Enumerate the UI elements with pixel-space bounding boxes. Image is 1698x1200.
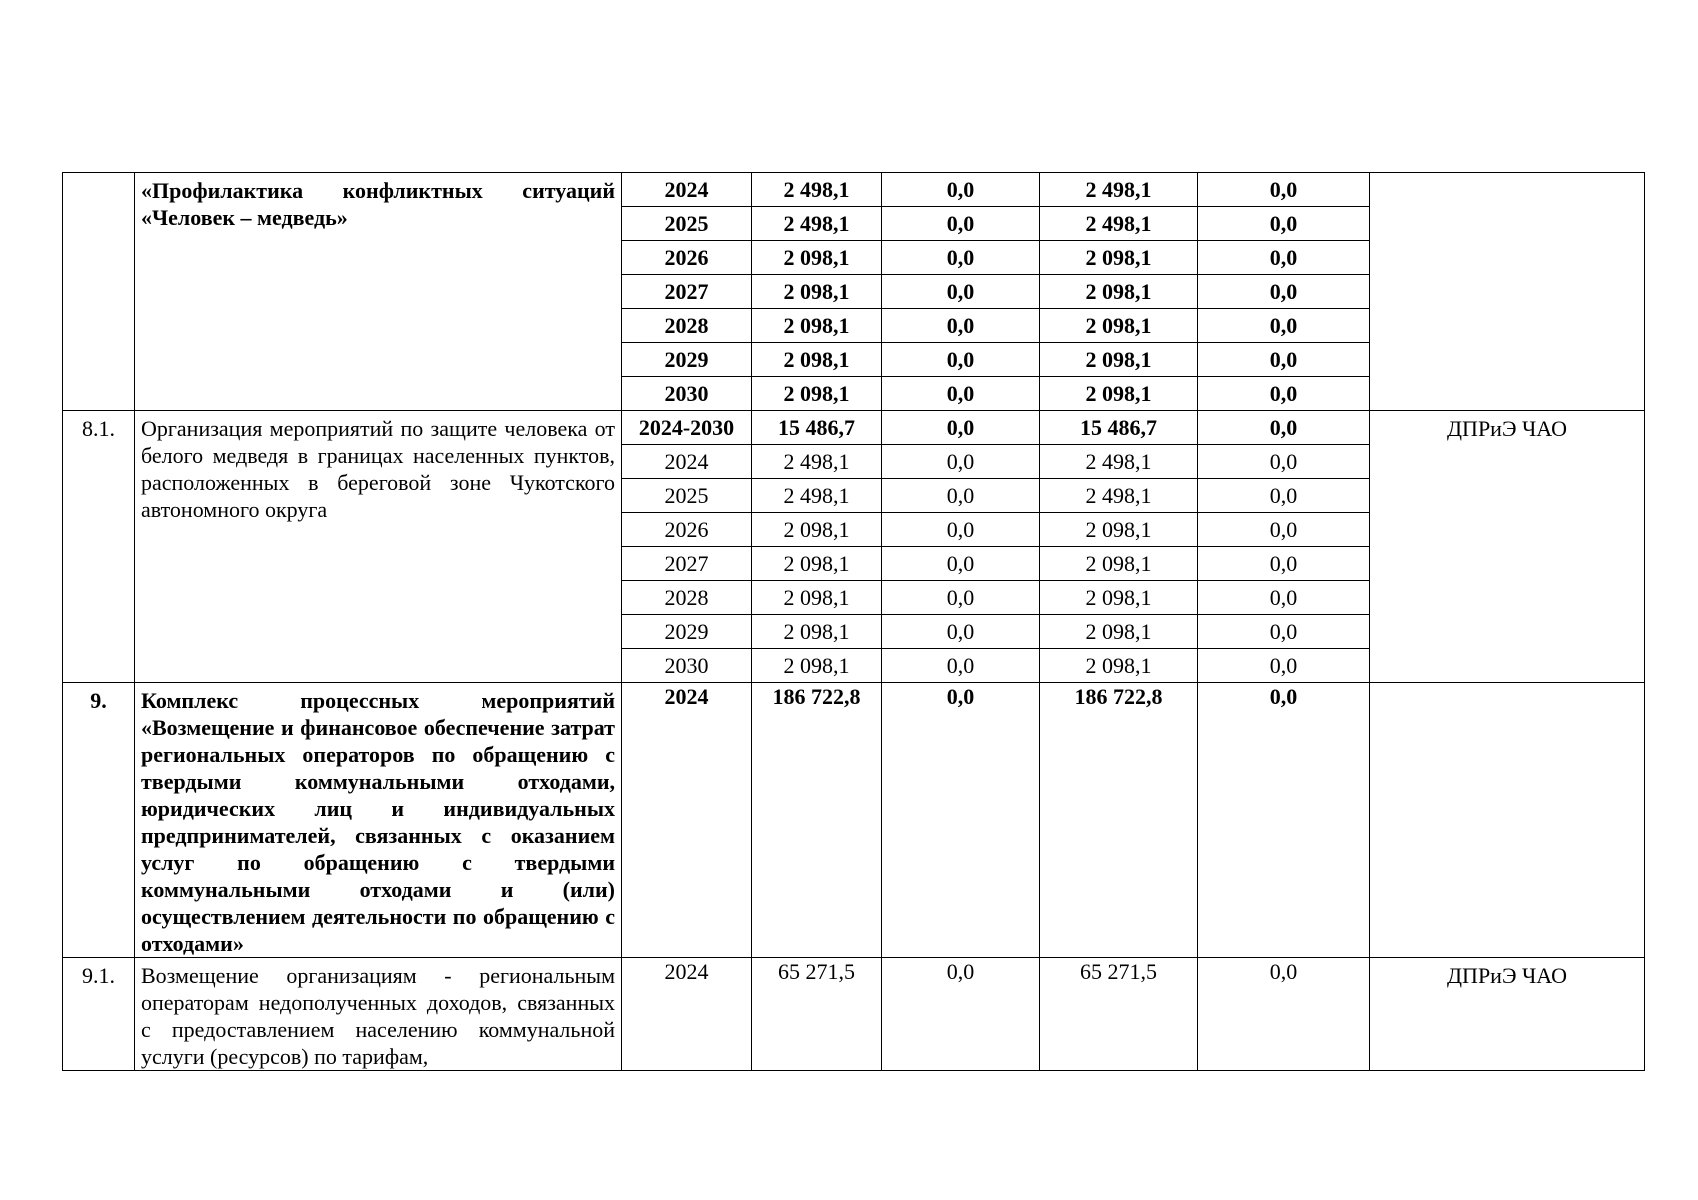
other-sources-cell: 0,0: [1198, 343, 1370, 377]
federal-budget-cell: 0,0: [882, 649, 1040, 683]
other-sources-cell: 0,0: [1198, 479, 1370, 513]
regional-budget-cell: 15 486,7: [1040, 411, 1198, 445]
year-cell: 2029: [622, 343, 752, 377]
regional-budget-cell: 2 498,1: [1040, 207, 1198, 241]
total-cell: 2 098,1: [752, 513, 882, 547]
year-cell: 2029: [622, 615, 752, 649]
measure-description: Возмещение организациям - региональным операторам недополученных доходов, связанных с предоставлением населению коммунальной услуги (ресурсов) по тарифам,: [135, 958, 622, 1071]
year-cell: 2024: [622, 445, 752, 479]
other-sources-cell: 0,0: [1198, 581, 1370, 615]
federal-budget-cell: 0,0: [882, 377, 1040, 411]
other-sources-cell: 0,0: [1198, 377, 1370, 411]
federal-budget-cell: 0,0: [882, 309, 1040, 343]
responsible-executor: [1370, 683, 1645, 958]
regional-budget-cell: 2 098,1: [1040, 377, 1198, 411]
table-row: [63, 683, 1645, 958]
total-cell: 15 486,7: [752, 411, 882, 445]
other-sources-cell: 0,0: [1198, 309, 1370, 343]
table-row: [63, 411, 1645, 445]
regional-budget-cell: 2 098,1: [1040, 615, 1198, 649]
responsible-executor: ДПРиЭ ЧАО: [1370, 411, 1645, 683]
regional-budget-cell: 2 098,1: [1040, 547, 1198, 581]
regional-budget-cell: 2 098,1: [1040, 241, 1198, 275]
year-cell: 2030: [622, 649, 752, 683]
federal-budget-cell: 0,0: [882, 241, 1040, 275]
regional-budget-cell: 2 098,1: [1040, 513, 1198, 547]
regional-budget-cell: 2 098,1: [1040, 275, 1198, 309]
total-cell: 2 098,1: [752, 343, 882, 377]
other-sources-cell: 0,0: [1198, 173, 1370, 207]
row-number: [63, 173, 135, 411]
year-cell: 2027: [622, 547, 752, 581]
table-row: [63, 958, 1645, 1071]
table-body: [63, 173, 1645, 1071]
total-cell: 2 498,1: [752, 479, 882, 513]
regional-budget-cell: 2 498,1: [1040, 445, 1198, 479]
budget-table: [62, 172, 1645, 1071]
regional-budget-cell: 2 098,1: [1040, 649, 1198, 683]
year-cell: 2024: [622, 958, 752, 1071]
year-cell: 2024: [622, 173, 752, 207]
other-sources-cell: 0,0: [1198, 958, 1370, 1071]
federal-budget-cell: 0,0: [882, 343, 1040, 377]
total-cell: 2 098,1: [752, 377, 882, 411]
measure-description: «Профилактика конфликтных ситуаций «Человек – медведь»: [135, 173, 622, 411]
federal-budget-cell: 0,0: [882, 411, 1040, 445]
total-cell: 2 098,1: [752, 309, 882, 343]
federal-budget-cell: 0,0: [882, 275, 1040, 309]
year-cell: 2025: [622, 479, 752, 513]
total-cell: 2 098,1: [752, 649, 882, 683]
federal-budget-cell: 0,0: [882, 445, 1040, 479]
year-cell: 2026: [622, 513, 752, 547]
total-cell: 2 498,1: [752, 445, 882, 479]
year-cell: 2024: [622, 683, 752, 958]
federal-budget-cell: 0,0: [882, 615, 1040, 649]
year-cell: 2027: [622, 275, 752, 309]
year-cell: 2030: [622, 377, 752, 411]
total-cell: 2 098,1: [752, 547, 882, 581]
year-cell: 2026: [622, 241, 752, 275]
federal-budget-cell: 0,0: [882, 958, 1040, 1071]
total-cell: 186 722,8: [752, 683, 882, 958]
federal-budget-cell: 0,0: [882, 513, 1040, 547]
regional-budget-cell: 186 722,8: [1040, 683, 1198, 958]
regional-budget-cell: 2 098,1: [1040, 343, 1198, 377]
total-cell: 2 098,1: [752, 241, 882, 275]
row-number: 8.1.: [63, 411, 135, 683]
measure-description: Комплекс процессных мероприятий «Возмещение и финансовое обеспечение затрат региональных операторов по обращению с твердыми коммунальными отходами, юридических лиц и индивидуальных предпринимателей, связанных с оказанием услуг по обращению с твердыми коммунальными отходами и (или) осуществлением деятельности по обращению с отходами»: [135, 683, 622, 958]
federal-budget-cell: 0,0: [882, 479, 1040, 513]
other-sources-cell: 0,0: [1198, 513, 1370, 547]
total-cell: 2 498,1: [752, 173, 882, 207]
total-cell: 2 498,1: [752, 207, 882, 241]
total-cell: 2 098,1: [752, 615, 882, 649]
federal-budget-cell: 0,0: [882, 547, 1040, 581]
regional-budget-cell: 65 271,5: [1040, 958, 1198, 1071]
table-row: [63, 173, 1645, 207]
total-cell: 2 098,1: [752, 275, 882, 309]
total-cell: 2 098,1: [752, 581, 882, 615]
other-sources-cell: 0,0: [1198, 207, 1370, 241]
other-sources-cell: 0,0: [1198, 615, 1370, 649]
other-sources-cell: 0,0: [1198, 683, 1370, 958]
regional-budget-cell: 2 098,1: [1040, 581, 1198, 615]
regional-budget-cell: 2 498,1: [1040, 479, 1198, 513]
regional-budget-cell: 2 098,1: [1040, 309, 1198, 343]
responsible-executor: [1370, 173, 1645, 411]
responsible-executor: ДПРиЭ ЧАО: [1370, 958, 1645, 1071]
regional-budget-cell: 2 498,1: [1040, 173, 1198, 207]
federal-budget-cell: 0,0: [882, 581, 1040, 615]
year-cell: 2028: [622, 309, 752, 343]
year-cell: 2028: [622, 581, 752, 615]
federal-budget-cell: 0,0: [882, 207, 1040, 241]
year-cell: 2024-2030: [622, 411, 752, 445]
measure-description: Организация мероприятий по защите человека от белого медведя в границах населенных пунктов, расположенных в береговой зоне Чукотского автономного округа: [135, 411, 622, 683]
other-sources-cell: 0,0: [1198, 445, 1370, 479]
total-cell: 65 271,5: [752, 958, 882, 1071]
other-sources-cell: 0,0: [1198, 411, 1370, 445]
other-sources-cell: 0,0: [1198, 275, 1370, 309]
federal-budget-cell: 0,0: [882, 683, 1040, 958]
row-number: 9.1.: [63, 958, 135, 1071]
federal-budget-cell: 0,0: [882, 173, 1040, 207]
year-cell: 2025: [622, 207, 752, 241]
row-number: 9.: [63, 683, 135, 958]
other-sources-cell: 0,0: [1198, 649, 1370, 683]
other-sources-cell: 0,0: [1198, 547, 1370, 581]
other-sources-cell: 0,0: [1198, 241, 1370, 275]
